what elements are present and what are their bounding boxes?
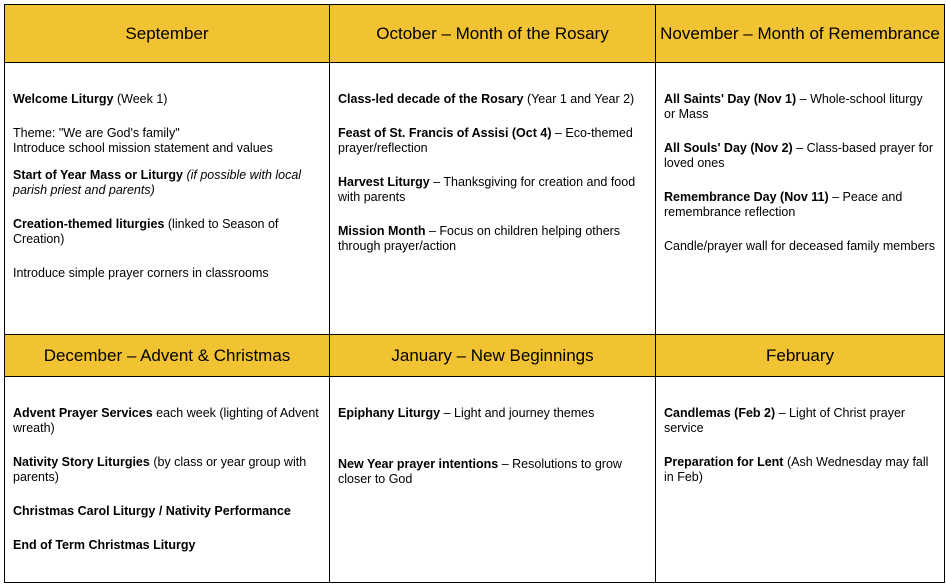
header-row-2 (5, 335, 945, 377)
september-entry-1: Welcome Liturgy (Week 1) (13, 92, 168, 106)
december-entry-1: Advent Prayer Services each week (lighting of Advent wreath) (13, 406, 319, 435)
november-cell (656, 63, 945, 335)
january-cell (330, 377, 656, 583)
january-entry-2: New Year prayer intentions – Resolutions to grow closer to God (338, 457, 622, 486)
december-entry-3: Christmas Carol Liturgy / Nativity Performance (13, 504, 291, 518)
september-cell (5, 63, 330, 335)
february-entry-2: Preparation for Lent (Ash Wednesday may fall in Feb) (664, 455, 929, 484)
content-row-2 (5, 377, 945, 583)
december-entry-2: Nativity Story Liturgies (by class or year group with parents) (13, 455, 307, 484)
september-entry-5: Introduce simple prayer corners in classrooms (13, 266, 269, 280)
october-cell (330, 63, 656, 335)
september-entry-4: Creation-themed liturgies (linked to Season of Creation) (13, 217, 279, 246)
october-entry-2: Feast of St. Francis of Assisi (Oct 4) – Eco-themed prayer/reflection (338, 126, 633, 155)
december-entry-4: End of Term Christmas Liturgy (13, 538, 196, 552)
month-header-october: October – Month of the Rosary (330, 5, 656, 63)
september-entry-3: Start of Year Mass or Liturgy (if possible with local parish priest and parents) (13, 168, 302, 197)
september-entry-2: Theme: "We are God's family" Introduce school mission statement and values (13, 126, 273, 155)
november-entry-2: All Souls' Day (Nov 2) – Class-based prayer for loved ones (664, 141, 934, 170)
february-cell (656, 377, 945, 583)
october-entry-3: Harvest Liturgy – Thanksgiving for creation and food with parents (338, 175, 636, 204)
january-entry-1: Epiphany Liturgy – Light and journey themes (338, 406, 595, 420)
november-entry-1: All Saints' Day (Nov 1) – Whole-school liturgy or Mass (664, 92, 923, 121)
october-entry-1: Class-led decade of the Rosary (Year 1 and Year 2) (338, 92, 635, 106)
month-header-february: February (656, 335, 945, 377)
month-header-january: January – New Beginnings (330, 335, 656, 377)
november-entry-3: Remembrance Day (Nov 11) – Peace and remembrance reflection (664, 190, 903, 219)
december-cell (5, 377, 330, 583)
month-header-december: December – Advent & Christmas (5, 335, 330, 377)
header-row-1 (5, 5, 945, 63)
february-entry-1: Candlemas (Feb 2) – Light of Christ prayer service (664, 406, 906, 435)
liturgy-calendar-table (4, 4, 945, 583)
month-header-september: September (5, 5, 330, 63)
content-row-1 (5, 63, 945, 335)
month-header-november: November – Month of Remembrance (656, 5, 945, 63)
november-entry-4: Candle/prayer wall for deceased family members (664, 239, 935, 253)
october-entry-4: Mission Month – Focus on children helping others through prayer/action (338, 224, 621, 253)
